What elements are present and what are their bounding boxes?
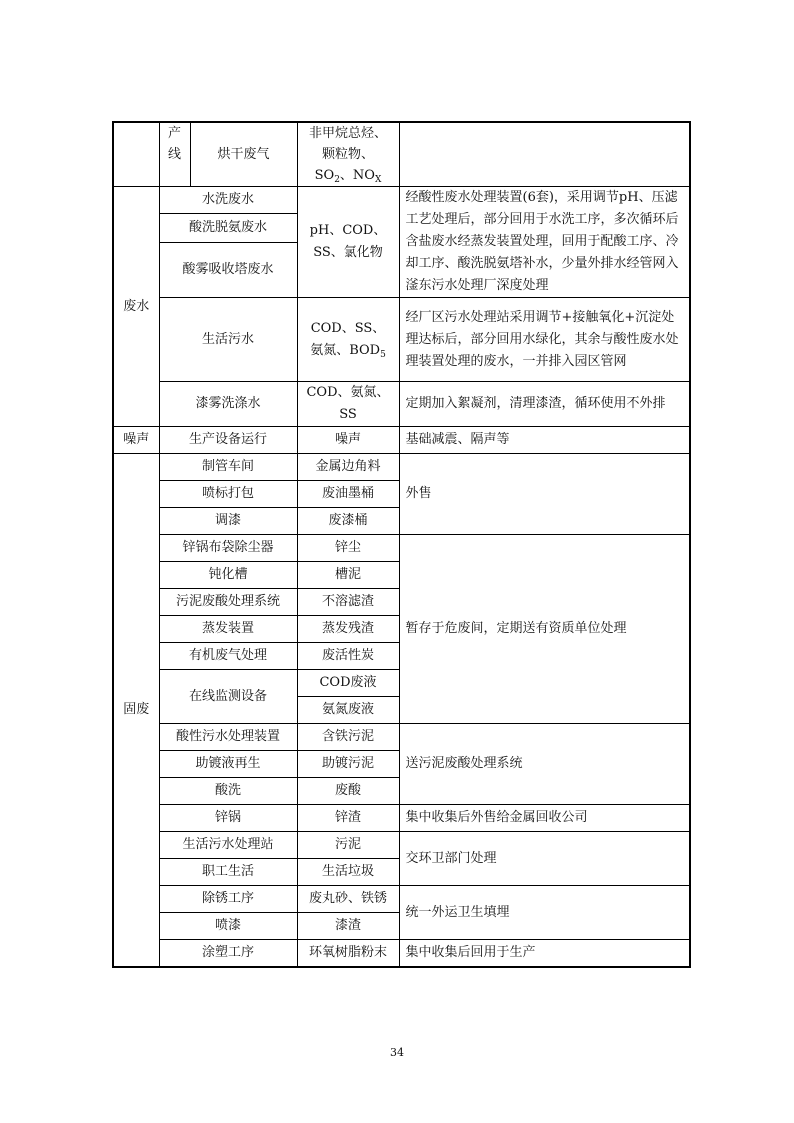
pollutant-line: 颗粒物、 — [321, 147, 374, 162]
pollutant-cell: 氨氮废液 — [297, 697, 399, 724]
source-cell: 锌锅 — [159, 805, 297, 832]
measure-cell: 集中收集后回用于生产 — [399, 940, 690, 967]
pollutant-cell: pH、COD、SS、氯化物 — [297, 187, 399, 298]
pollution-control-table — [112, 121, 691, 968]
pollutant-cell: 不溶滤渣 — [297, 589, 399, 616]
source-cell: 酸雾吸收塔废水 — [159, 243, 297, 298]
source-cell: 烘干废气 — [190, 122, 297, 187]
table-row — [113, 805, 690, 832]
source-cell: 酸洗 — [159, 778, 297, 805]
measure-cell — [399, 122, 690, 187]
source-cell: 生产设备运行 — [159, 427, 297, 454]
source-cell: 制管车间 — [159, 454, 297, 481]
source-cell: 喷漆 — [159, 913, 297, 940]
measure-cell: 交环卫部门处理 — [399, 832, 690, 886]
source-cell: 生活污水处理站 — [159, 832, 297, 859]
pollutant-cell: COD废液 — [297, 670, 399, 697]
source-cell: 职工生活 — [159, 859, 297, 886]
line-char: 线 — [167, 147, 181, 162]
measure-cell: 统一外运卫生填埋 — [399, 886, 690, 940]
pollutant-cell — [297, 122, 399, 187]
table-row — [113, 535, 690, 562]
pollutant-line: 非甲烷总烃、 — [308, 126, 387, 141]
source-cell: 有机废气处理 — [159, 643, 297, 670]
pollutant-cell: 废油墨桶 — [297, 481, 399, 508]
line-label-cell — [159, 122, 190, 187]
table-row — [113, 832, 690, 859]
source-cell: 污泥废酸处理系统 — [159, 589, 297, 616]
subscript: 5 — [380, 349, 386, 360]
source-cell: 钝化槽 — [159, 562, 297, 589]
measure-cell: 基础减震、隔声等 — [399, 427, 690, 454]
pollutant-cell: 噪声 — [297, 427, 399, 454]
pollutant-cell: 生活垃圾 — [297, 859, 399, 886]
source-cell: 酸洗脱氨废水 — [159, 214, 297, 243]
so2-text: SO — [314, 168, 335, 183]
measure-cell: 外售 — [399, 454, 690, 535]
table-row — [113, 122, 690, 187]
measure-cell: 定期加入絮凝剂，清理漆渣，循环使用不外排 — [399, 382, 690, 427]
pollutant-cell: 废漆桶 — [297, 508, 399, 535]
subscript: 2 — [334, 175, 340, 185]
pollutant-cell: 环氧树脂粉末 — [297, 940, 399, 967]
subscript: X — [374, 175, 382, 185]
pollutant-cell: 蒸发残渣 — [297, 616, 399, 643]
source-cell: 漆雾洗涤水 — [159, 382, 297, 427]
table-row — [113, 454, 690, 481]
pollutant-line — [301, 340, 396, 362]
pollutant-cell: 废活性炭 — [297, 643, 399, 670]
pollutant-cell: 槽泥 — [297, 562, 399, 589]
table-row — [113, 724, 690, 751]
table-row — [113, 382, 690, 427]
pollutant-cell: 助镀污泥 — [297, 751, 399, 778]
category-cell — [113, 122, 159, 187]
pollutant-line: COD、SS、 — [310, 320, 386, 336]
table-row — [113, 940, 690, 967]
table-row — [113, 427, 690, 454]
category-noise: 噪声 — [113, 427, 159, 454]
category-wastewater: 废水 — [113, 187, 159, 427]
source-cell: 涂塑工序 — [159, 940, 297, 967]
source-cell: 蒸发装置 — [159, 616, 297, 643]
pollutant-cell: 漆渣 — [297, 913, 399, 940]
measure-cell: 集中收集后外售给金属回收公司 — [399, 805, 690, 832]
line-char: 产 — [167, 126, 181, 141]
source-cell: 喷标打包 — [159, 481, 297, 508]
pollutant-line — [301, 165, 396, 186]
measure-cell: 送污泥废酸处理系统 — [399, 724, 690, 805]
measure-cell: 经酸性废水处理装置(6套)，采用调节pH、压滤工艺处理后，部分回用于水洗工序，多次循环后含盐废水经蒸发装置处理，回用于配酸工序、冷却工序、酸洗脱氨塔补水，少量外排水经管网入滏东污水处理厂深度处理 — [399, 187, 690, 298]
source-cell: 助镀液再生 — [159, 751, 297, 778]
category-solid-waste: 固废 — [113, 454, 159, 967]
table-row — [113, 298, 690, 382]
pollutant-cell: COD、氨氮、SS — [297, 382, 399, 427]
source-cell: 水洗废水 — [159, 187, 297, 214]
bod-text: 氨氮、BOD — [310, 342, 381, 358]
measure-cell: 暂存于危废间，定期送有资质单位处理 — [399, 535, 690, 724]
pollutant-cell: 锌尘 — [297, 535, 399, 562]
measure-cell: 经厂区污水处理站采用调节+接触氧化+沉淀处理达标后，部分回用水绿化，其余与酸性废水处理装置处理的废水，一并排入园区管网 — [399, 298, 690, 382]
pollutant-cell: 废酸 — [297, 778, 399, 805]
table-row — [113, 886, 690, 913]
pollutant-cell: 锌渣 — [297, 805, 399, 832]
pollutant-cell: 废丸砂、铁锈 — [297, 886, 399, 913]
source-cell: 生活污水 — [159, 298, 297, 382]
nox-text: 、NO — [339, 168, 375, 183]
table-row — [113, 187, 690, 214]
source-cell: 锌锅布袋除尘器 — [159, 535, 297, 562]
source-cell: 酸性污水处理装置 — [159, 724, 297, 751]
source-cell: 除锈工序 — [159, 886, 297, 913]
page-number: 34 — [390, 1046, 404, 1059]
pollutant-cell: 金属边角料 — [297, 454, 399, 481]
pollutant-cell: 含铁污泥 — [297, 724, 399, 751]
source-cell: 调漆 — [159, 508, 297, 535]
pollutant-cell — [297, 298, 399, 382]
source-cell: 在线监测设备 — [159, 670, 297, 724]
pollutant-cell: 污泥 — [297, 832, 399, 859]
